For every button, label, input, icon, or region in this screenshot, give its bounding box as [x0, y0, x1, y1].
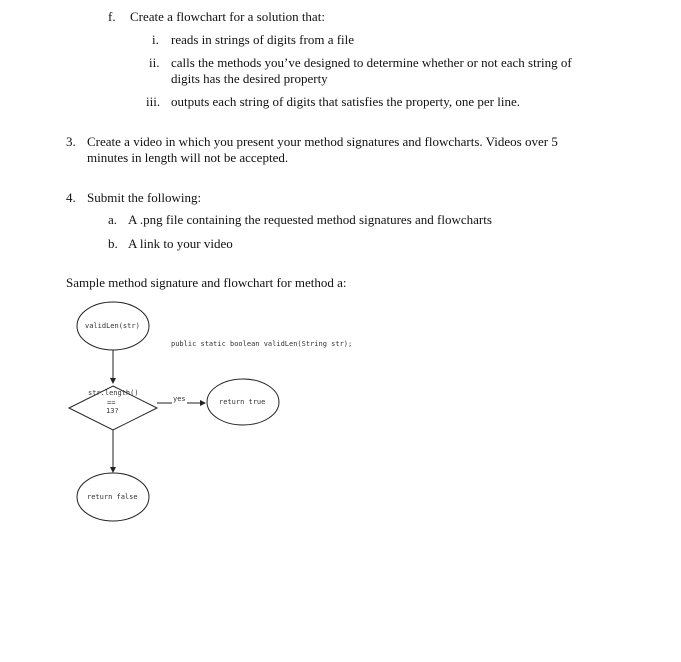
subitem-ii-line-2: digits has the desired property: [171, 71, 328, 86]
item-3-line-1: Create a video in which you present your method signatures and flowcharts. Videos over 5: [87, 134, 558, 149]
return-true-label: return true: [219, 398, 266, 406]
item-4-text: Submit the following:: [87, 190, 202, 205]
subitem-i-text: reads in strings of digits from a file: [171, 32, 355, 47]
subitem-i-marker: i.: [152, 32, 159, 47]
item-3-line-2: minutes in length will not be accepted.: [87, 150, 289, 165]
method-signature: public static boolean validLen(String str);: [171, 340, 353, 348]
item-f-text: Create a flowchart for a solution that:: [130, 9, 325, 24]
decision-line-1: str.length(): [88, 389, 139, 397]
yes-label: yes: [173, 395, 186, 403]
item-f-marker: f.: [108, 9, 116, 24]
decision-line-2: ==: [107, 399, 116, 407]
subitem-ii-line-1: calls the methods you’ve designed to determine whether or not each string of: [171, 55, 572, 70]
sample-heading: Sample method signature and flowchart for method a:: [66, 275, 347, 290]
subitem-ii-marker: ii.: [149, 55, 160, 70]
item-4-marker: 4.: [66, 190, 76, 205]
subitem-iii-text: outputs each string of digits that satisfies the property, one per line.: [171, 94, 520, 109]
decision-line-3: 13?: [106, 407, 119, 415]
return-false-label: return false: [87, 493, 138, 501]
subitem-b-marker: b.: [108, 236, 118, 251]
subitem-iii-marker: iii.: [146, 94, 161, 109]
subitem-b-text: A link to your video: [128, 236, 233, 251]
item-3-marker: 3.: [66, 134, 76, 149]
subitem-a-marker: a.: [108, 212, 118, 227]
subitem-a-text: A .png file containing the requested method signatures and flowcharts: [128, 212, 492, 227]
start-label: validLen(str): [85, 322, 140, 330]
